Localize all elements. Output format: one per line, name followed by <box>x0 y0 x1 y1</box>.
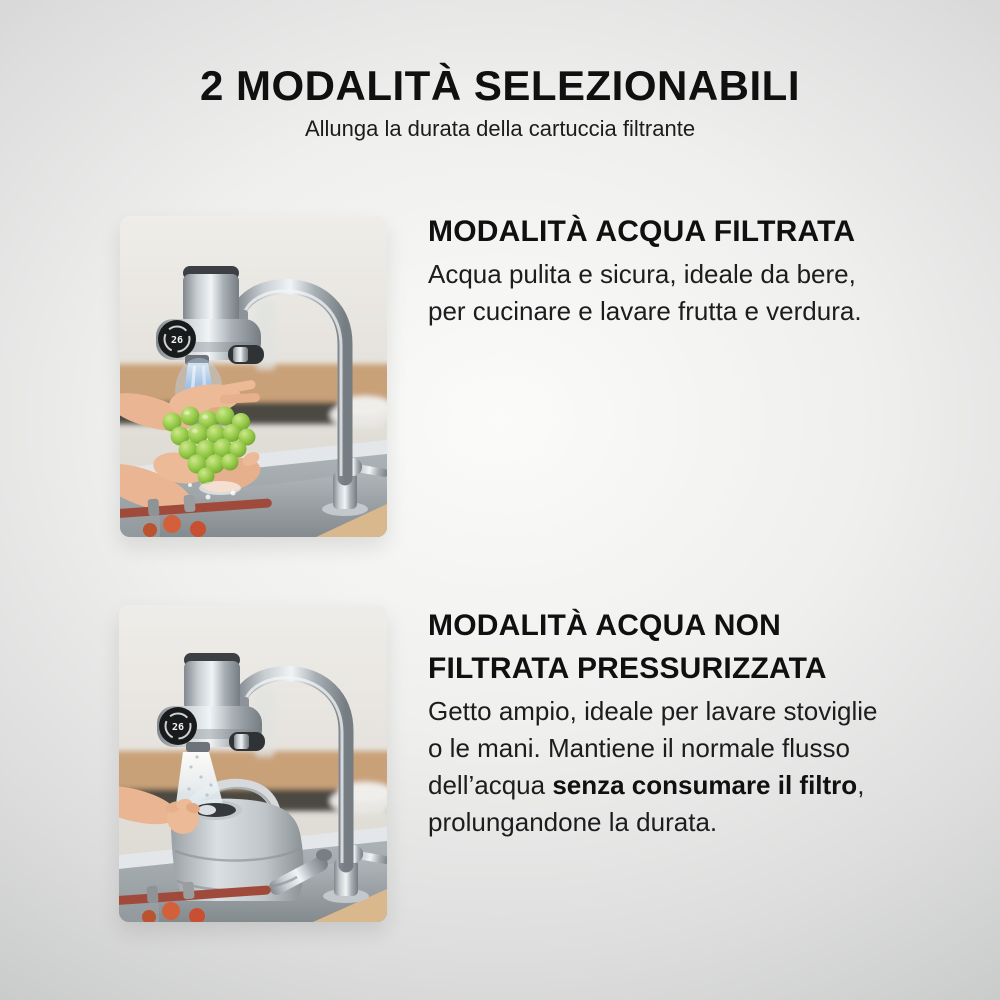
photo-filtered-mode-washing-grapes <box>120 216 387 537</box>
page-title: 2 MODALITÀ SELEZIONABILI <box>200 62 800 109</box>
section-unfiltered-text <box>428 604 890 841</box>
section-unfiltered-heading: MODALITÀ ACQUA NON FILTRATA PRESSURIZZATA <box>428 609 827 685</box>
device-display-value: 26 <box>170 335 184 346</box>
body-text-bold: senza consumare il filtro <box>552 770 858 800</box>
photo-unfiltered-illustration <box>119 605 387 922</box>
header <box>0 62 1000 142</box>
section-filtered-text <box>428 210 888 330</box>
photo-unfiltered-mode-watering-can <box>119 605 387 922</box>
device-display-value: 26 <box>171 722 185 733</box>
photo-filtered-illustration <box>120 216 387 537</box>
section-filtered-body: Acqua pulita e sicura, ideale da bere, per cucinare e lavare frutta e verdura. <box>428 259 862 326</box>
body-text-pre: Getto ampio, ideale per lavare stoviglie o le mani. Mantiene il normale flusso dell’acqua <box>428 696 878 800</box>
section-unfiltered-body <box>428 693 890 841</box>
page-subtitle: Allunga la durata della cartuccia filtrante <box>304 116 696 141</box>
body-text-post: , prolungandone la durata. <box>428 770 865 837</box>
section-filtered-heading: MODALITÀ ACQUA FILTRATA <box>428 215 856 248</box>
